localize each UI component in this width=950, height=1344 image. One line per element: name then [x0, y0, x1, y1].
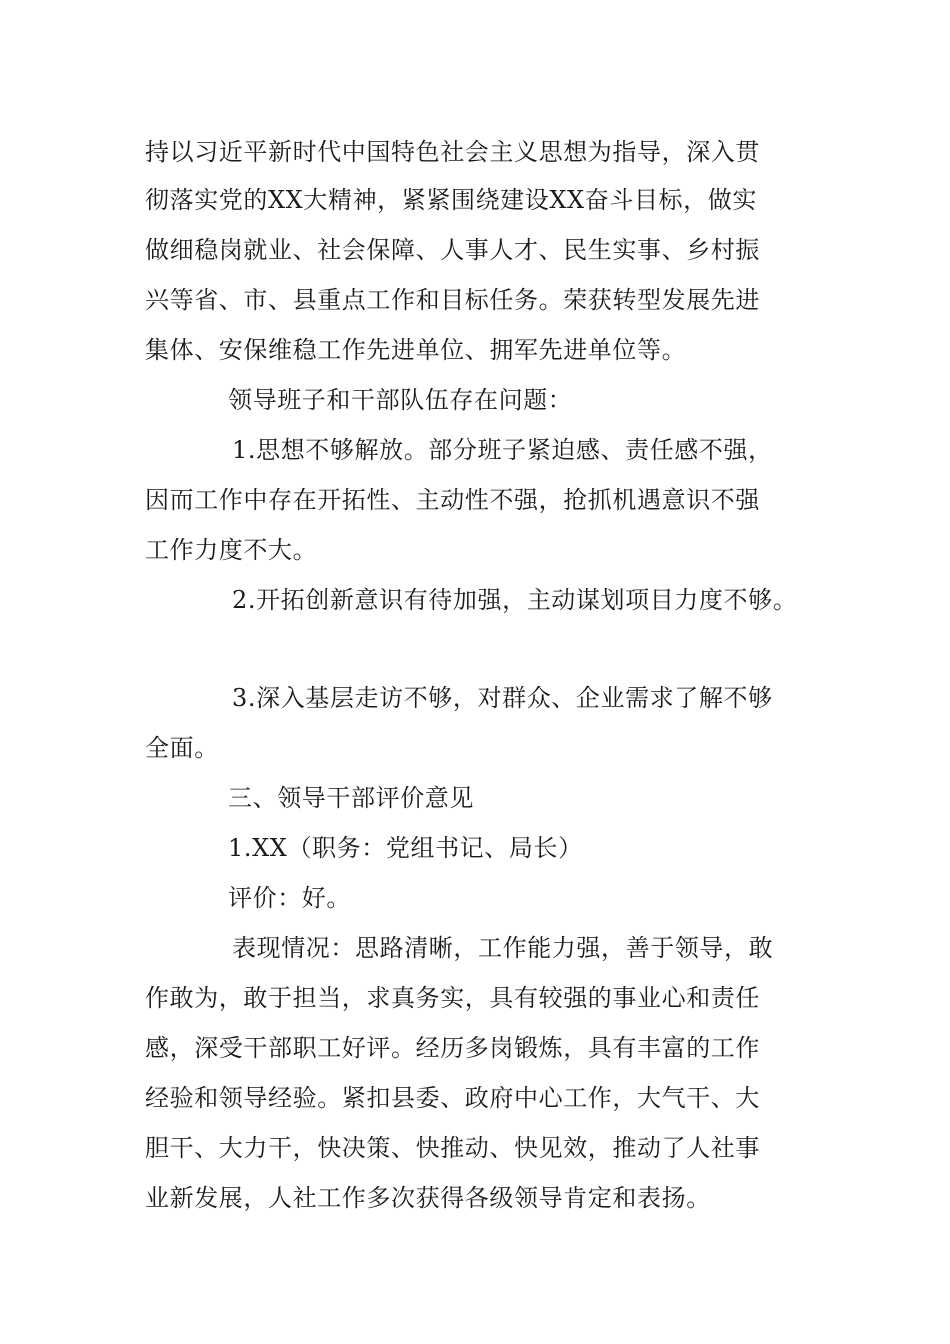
evaluation-line: 评价：好。	[228, 884, 351, 912]
body-line: 做细稳岗就业、社会保障、人事人才、民生实事、乡村振	[145, 236, 760, 264]
performance-line: 表现情况：思路清晰，工作能力强，善于领导，敢	[232, 934, 774, 962]
body-line: 集体、安保维稳工作先进单位、拥军先进单位等。	[145, 336, 687, 364]
body-line: 因而工作中存在开拓性、主动性不强，抢抓机遇意识不强	[145, 486, 760, 514]
body-line: 感，深受干部职工好评。经历多岗锻炼，具有丰富的工作	[145, 1034, 760, 1062]
body-line: 胆干、大力干，快决策、快推动、快见效，推动了人社事	[145, 1134, 760, 1162]
problem-item-1: 1.思想不够解放。部分班子紧迫感、责任感不强，	[232, 436, 773, 464]
section-heading: 三、领导干部评价意见	[228, 784, 474, 812]
body-line: 经验和领导经验。紧扣县委、政府中心工作，大气干、大	[145, 1084, 760, 1112]
problem-item-3: 3.深入基层走访不够，对群众、企业需求了解不够	[232, 684, 773, 712]
body-line: 业新发展，人社工作多次获得各级领导肯定和表扬。	[145, 1184, 711, 1212]
person-heading: 1.XX（职务：党组书记、局长）	[228, 834, 583, 862]
problem-item-2: 2.开拓创新意识有待加强，主动谋划项目力度不够。	[232, 586, 798, 614]
body-line: 兴等省、市、县重点工作和目标任务。荣获转型发展先进	[145, 286, 760, 314]
body-line: 持以习近平新时代中国特色社会主义思想为指导，深入贯	[145, 138, 760, 166]
body-line: 作敢为，敢于担当，求真务实，具有较强的事业心和责任	[145, 984, 760, 1012]
body-line: 彻落实党的XX大精神，紧紧围绕建设XX奋斗目标，做实	[145, 186, 757, 214]
body-line: 全面。	[145, 734, 219, 762]
body-line: 工作力度不大。	[145, 536, 318, 564]
section-heading: 领导班子和干部队伍存在问题：	[228, 386, 573, 414]
